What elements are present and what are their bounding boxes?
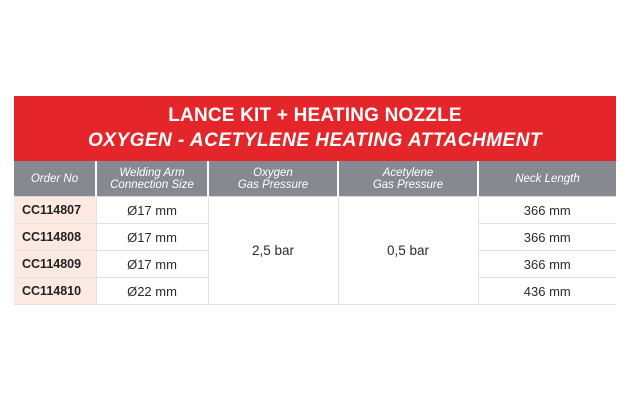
header-neck-length: Neck Length — [478, 161, 616, 197]
title-banner — [14, 96, 616, 161]
order-number: CC114809 — [14, 251, 96, 278]
banner-subtitle: OXYGEN - ACETYLENE HEATING ATTACHMENT — [87, 130, 543, 151]
arm-size: Ø17 mm — [96, 197, 208, 224]
neck-length: 436 mm — [478, 278, 616, 305]
arm-size: Ø17 mm — [96, 251, 208, 278]
order-number: CC114808 — [14, 224, 96, 251]
oxygen-pressure: 2,5 bar — [208, 197, 338, 305]
header-order-no: Order No — [14, 161, 96, 197]
neck-length: 366 mm — [478, 251, 616, 278]
spec-table — [14, 161, 616, 305]
neck-length: 366 mm — [478, 224, 616, 251]
table-row — [14, 197, 616, 224]
arm-size: Ø22 mm — [96, 278, 208, 305]
header-acetylene-pressure: Acetylene Gas Pressure — [338, 161, 478, 197]
acetylene-pressure: 0,5 bar — [338, 197, 478, 305]
neck-length: 366 mm — [478, 197, 616, 224]
order-number: CC114810 — [14, 278, 96, 305]
arm-size: Ø17 mm — [96, 224, 208, 251]
product-sheet — [14, 96, 616, 305]
table-header-row — [14, 161, 616, 197]
banner-title: LANCE KIT + HEATING NOZZLE — [168, 105, 462, 126]
header-welding-arm: Welding Arm Connection Size — [96, 161, 208, 197]
header-oxygen-pressure: Oxygen Gas Pressure — [208, 161, 338, 197]
order-number: CC114807 — [14, 197, 96, 224]
